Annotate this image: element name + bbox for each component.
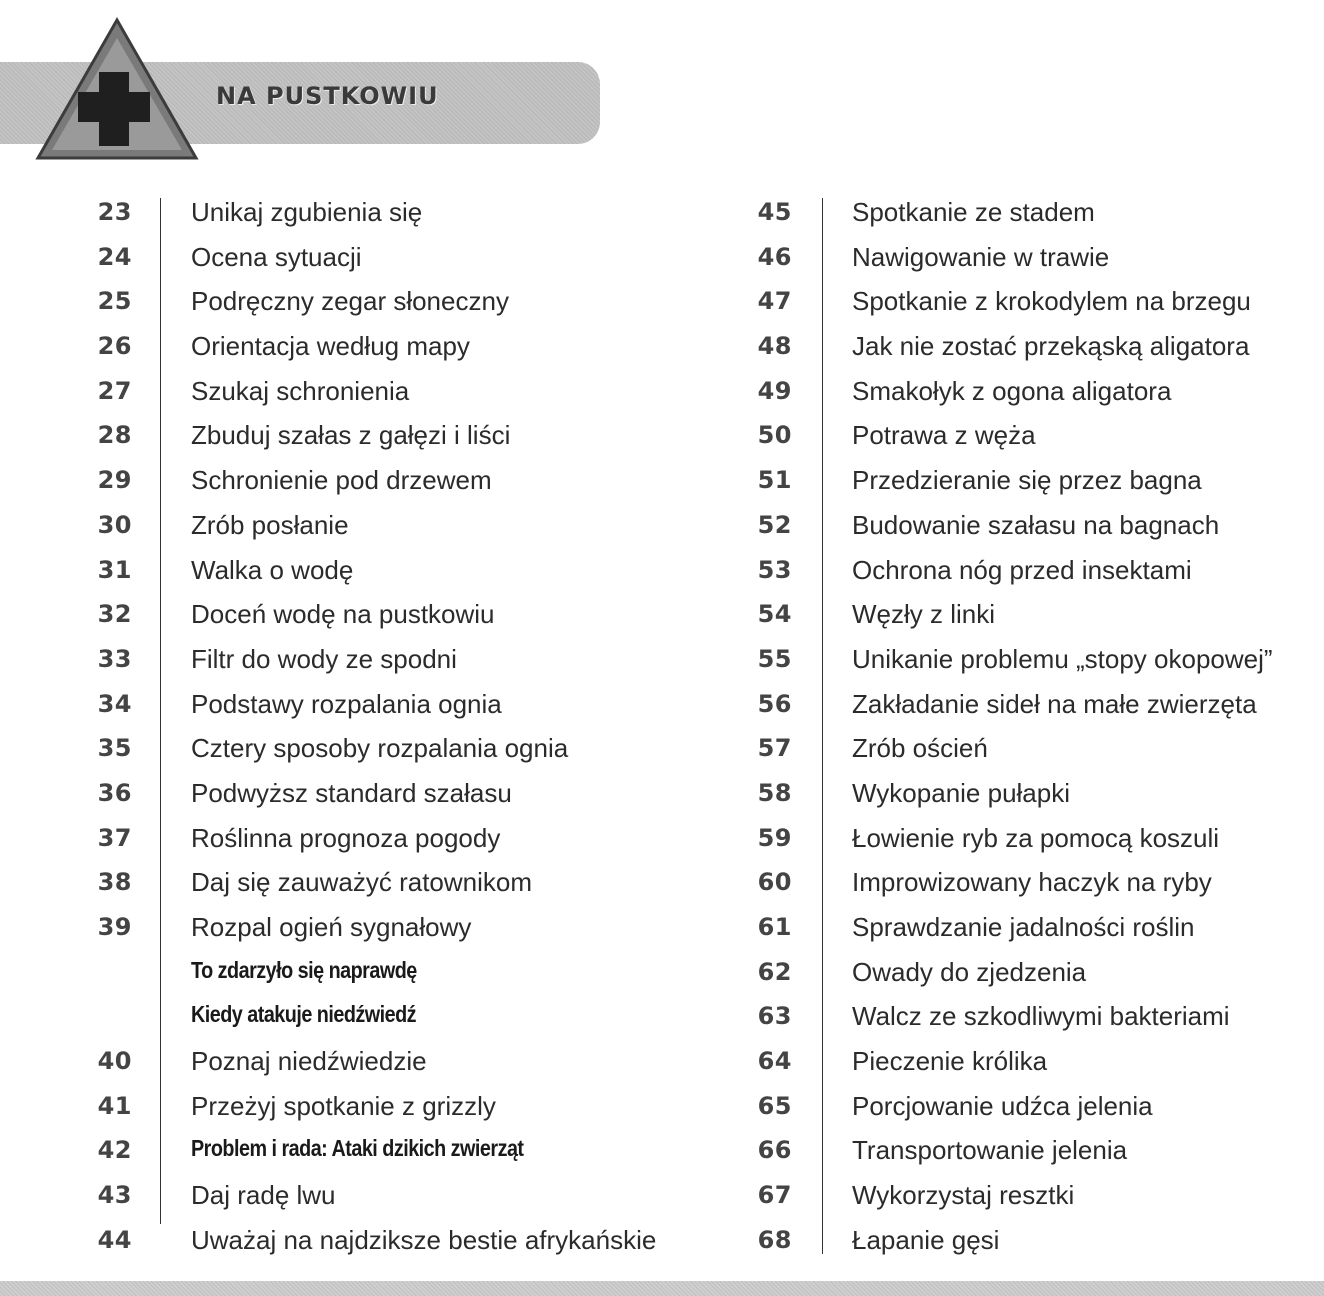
entry-title: Nawigowanie w trawie <box>852 241 1110 272</box>
entry-title: Daj się zauważyć ratownikom <box>191 867 533 898</box>
entry-number: 52 <box>757 510 792 539</box>
section-title: NA PUSTKOWIU <box>216 82 439 110</box>
entry-title: Zbuduj szałas z gałęzi i liści <box>191 420 511 451</box>
entry-number: 43 <box>97 1181 132 1210</box>
entry-number: 26 <box>97 332 132 361</box>
toc-entry[interactable] <box>0 996 700 1041</box>
entry-number: 25 <box>97 287 132 316</box>
toc-entry[interactable] <box>740 237 1324 282</box>
entry-feature-title: Problem i rada: Ataki dzikich zwierząt <box>191 1135 524 1162</box>
toc-entry[interactable] <box>740 550 1324 595</box>
entry-title: Przeżyj spotkanie z grizzly <box>191 1090 496 1121</box>
entry-number: 67 <box>757 1181 792 1210</box>
toc-entry[interactable] <box>0 818 700 863</box>
entry-title: Orientacja według mapy <box>191 331 470 362</box>
entry-number: 58 <box>757 778 792 807</box>
entry-number: 59 <box>757 823 792 852</box>
toc-entry[interactable] <box>0 1086 700 1131</box>
toc-entry[interactable] <box>0 639 700 684</box>
entry-number: 24 <box>97 242 132 271</box>
entry-number: 36 <box>97 778 132 807</box>
toc-entry[interactable] <box>0 237 700 282</box>
toc-entry[interactable] <box>740 728 1324 773</box>
entry-title: Wykopanie pułapki <box>852 777 1071 808</box>
entry-title: Filtr do wody ze spodni <box>191 643 457 674</box>
toc-entry[interactable] <box>0 550 700 595</box>
toc-entry[interactable] <box>0 1130 700 1175</box>
entry-number: 27 <box>97 376 132 405</box>
entry-title: Doceń wodę na pustkowiu <box>191 599 495 630</box>
toc-entry[interactable] <box>0 505 700 550</box>
toc-entry[interactable] <box>0 1175 700 1220</box>
entry-number: 33 <box>97 644 132 673</box>
toc-entry[interactable] <box>0 773 700 818</box>
toc-entry[interactable] <box>740 1130 1324 1175</box>
toc-entry[interactable] <box>0 326 700 371</box>
entry-title: Porcjowanie udźca jelenia <box>852 1090 1153 1121</box>
toc-entry[interactable] <box>740 594 1324 639</box>
toc-left-column <box>0 192 700 1265</box>
toc-entry[interactable] <box>0 684 700 729</box>
entry-number: 56 <box>757 689 792 718</box>
entry-feature-title: Kiedy atakuje niedźwiedź <box>191 1001 417 1028</box>
toc-entry[interactable] <box>740 773 1324 818</box>
toc-entry[interactable] <box>740 505 1324 550</box>
entry-number: 66 <box>757 1136 792 1165</box>
entry-number: 29 <box>97 466 132 495</box>
entry-number: 60 <box>757 868 792 897</box>
entry-number: 46 <box>757 242 792 271</box>
toc-entry[interactable] <box>740 639 1324 684</box>
toc-entry[interactable] <box>740 952 1324 997</box>
toc-entry[interactable] <box>0 1220 700 1265</box>
toc-entry[interactable] <box>740 862 1324 907</box>
entry-number: 38 <box>97 868 132 897</box>
entry-title: Schronienie pod drzewem <box>191 465 492 496</box>
entry-number: 53 <box>757 555 792 584</box>
entry-title: Unikanie problemu „stopy okopowej” <box>852 643 1273 674</box>
entry-title: Walka o wodę <box>191 554 354 585</box>
entry-title: Walcz ze szkodliwymi bakteriami <box>852 1001 1230 1032</box>
entry-number: 44 <box>97 1225 132 1254</box>
toc-right-column <box>740 192 1324 1265</box>
toc-entry[interactable] <box>0 862 700 907</box>
entry-title: Daj radę lwu <box>191 1180 336 1211</box>
toc-entry[interactable] <box>740 1041 1324 1086</box>
toc-entry[interactable] <box>740 415 1324 460</box>
entry-title: Smakołyk z ogona aligatora <box>852 375 1172 406</box>
entry-title: Łapanie gęsi <box>852 1224 1000 1255</box>
entry-number: 50 <box>757 421 792 450</box>
toc-entry[interactable] <box>740 1086 1324 1131</box>
toc-entry[interactable] <box>0 952 700 997</box>
entry-number: 55 <box>757 644 792 673</box>
warning-triangle-icon <box>34 16 200 162</box>
toc-entry[interactable] <box>0 907 700 952</box>
entry-title: Podstawy rozpalania ognia <box>191 688 502 719</box>
entry-number: 37 <box>97 823 132 852</box>
entry-title: Cztery sposoby rozpalania ognia <box>191 733 569 764</box>
toc-entry[interactable] <box>740 818 1324 863</box>
entry-number: 47 <box>757 287 792 316</box>
toc-entry[interactable] <box>740 1175 1324 1220</box>
toc-entry[interactable] <box>740 281 1324 326</box>
entry-number: 31 <box>97 555 132 584</box>
entry-title: Podwyższ standard szałasu <box>191 777 512 808</box>
toc-entry[interactable] <box>0 415 700 460</box>
entry-number: 41 <box>97 1091 132 1120</box>
entry-title: Poznaj niedźwiedzie <box>191 1046 427 1077</box>
toc-entry[interactable] <box>0 281 700 326</box>
entry-number: 35 <box>97 734 132 763</box>
entry-title: Spotkanie z krokodylem na brzegu <box>852 286 1251 317</box>
entry-title: Improwizowany haczyk na ryby <box>852 867 1212 898</box>
entry-number: 64 <box>757 1047 792 1076</box>
entry-title: Ochrona nóg przed insektami <box>852 554 1192 585</box>
entry-title: Zrób oścień <box>852 733 988 764</box>
entry-number: 63 <box>757 1002 792 1031</box>
toc-entry[interactable] <box>740 326 1324 371</box>
entry-title: Potrawa z węża <box>852 420 1036 451</box>
entry-title: Łowienie ryb za pomocą koszuli <box>852 822 1220 853</box>
entry-title: Szukaj schronienia <box>191 375 410 406</box>
entry-title: Przedzieranie się przez bagna <box>852 465 1202 496</box>
entry-number: 61 <box>757 913 792 941</box>
toc-entry[interactable] <box>0 1041 700 1086</box>
entry-title: Zrób posłanie <box>191 509 349 540</box>
entry-number: 45 <box>757 198 792 226</box>
entry-title: Jak nie zostać przekąską aligatora <box>852 331 1250 362</box>
entry-number: 39 <box>97 913 132 941</box>
entry-title: Podręczny zegar słoneczny <box>191 286 509 317</box>
entry-number: 48 <box>757 332 792 361</box>
toc-entry[interactable] <box>740 684 1324 729</box>
entry-title: Ocena sytuacji <box>191 241 362 272</box>
toc-entry[interactable] <box>0 460 700 505</box>
entry-number: 54 <box>757 600 792 629</box>
entry-number: 57 <box>757 734 792 763</box>
entry-title: Pieczenie królika <box>852 1046 1048 1077</box>
entry-number: 34 <box>97 689 132 718</box>
entry-title: Transportowanie jelenia <box>852 1135 1128 1166</box>
entry-number: 51 <box>757 466 792 495</box>
entry-number: 49 <box>757 376 792 405</box>
entry-title: Roślinna prognoza pogody <box>191 822 501 853</box>
entry-number: 65 <box>757 1091 792 1120</box>
toc-entry[interactable] <box>740 371 1324 416</box>
footer-bar <box>0 1281 1324 1296</box>
entry-title: Unikaj zgubienia się <box>191 197 423 227</box>
entry-number: 28 <box>97 421 132 450</box>
toc-entry[interactable] <box>740 1220 1324 1265</box>
entry-feature-title: To zdarzyło się naprawdę <box>191 956 417 983</box>
entry-title: Budowanie szałasu na bagnach <box>852 509 1220 540</box>
toc-entry[interactable] <box>0 371 700 416</box>
toc-entry[interactable] <box>0 192 700 237</box>
entry-number: 32 <box>97 600 132 629</box>
entry-title: Węzły z linki <box>852 599 996 630</box>
toc-entry[interactable] <box>740 192 1324 237</box>
entry-title: Wykorzystaj resztki <box>852 1180 1075 1211</box>
entry-number: 62 <box>757 957 792 986</box>
entry-number: 68 <box>757 1225 792 1254</box>
entry-number: 42 <box>97 1136 132 1165</box>
entry-title: Uważaj na najdziksze bestie afrykańskie <box>191 1224 657 1255</box>
entry-number: 30 <box>97 510 132 539</box>
entry-number: 23 <box>97 198 132 226</box>
toc-entry[interactable] <box>740 460 1324 505</box>
entry-title: Sprawdzanie jadalności roślin <box>852 912 1195 942</box>
entry-title: Owady do zjedzenia <box>852 956 1087 987</box>
entry-title: Rozpal ogień sygnałowy <box>191 912 472 942</box>
entry-title: Spotkanie ze stadem <box>852 197 1095 227</box>
entry-title: Zakładanie sideł na małe zwierzęta <box>852 688 1257 719</box>
toc-entry[interactable] <box>740 907 1324 952</box>
toc-entry[interactable] <box>740 996 1324 1041</box>
entry-number: 40 <box>97 1047 132 1076</box>
toc-entry[interactable] <box>0 594 700 639</box>
toc-entry[interactable] <box>0 728 700 773</box>
